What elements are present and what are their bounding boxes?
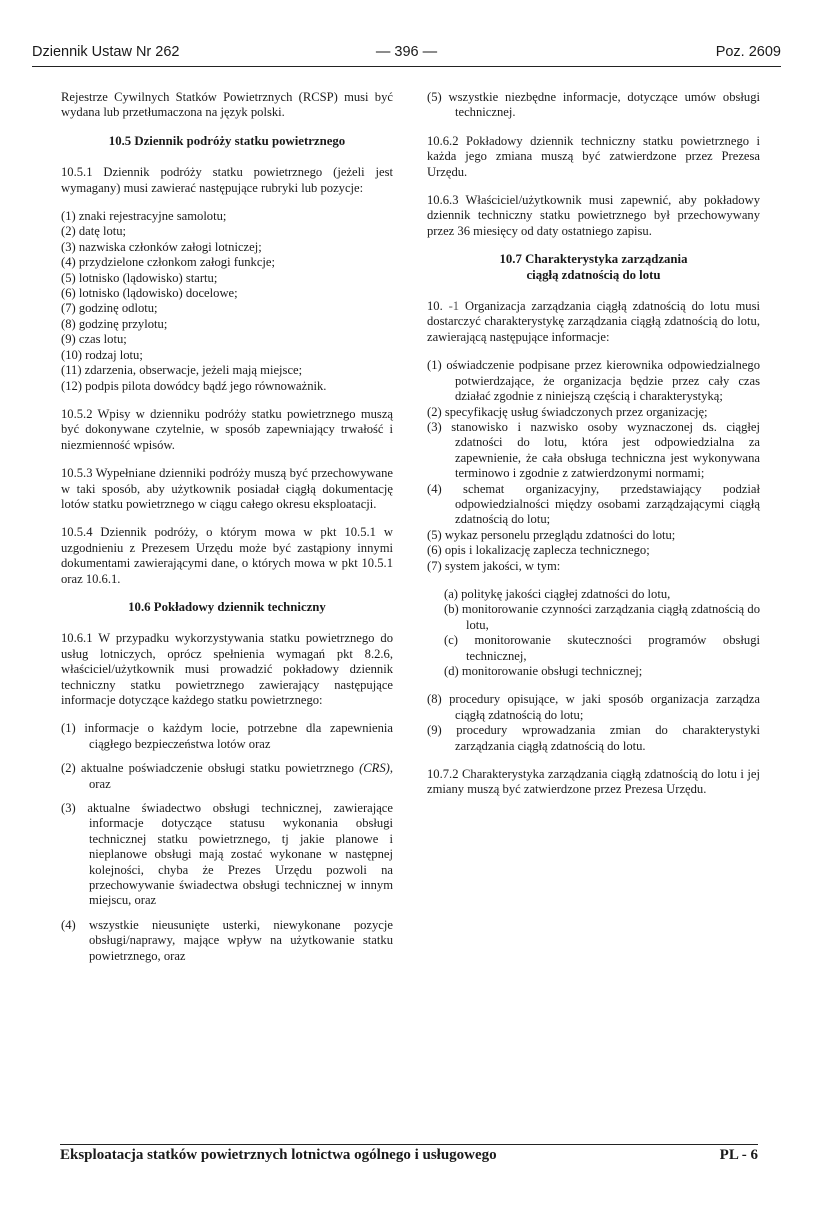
list-item: (6) lotnisko (lądowisko) docelowe;	[61, 286, 238, 301]
list-item: (1) informacje o każdym locie, potrzebne dla zapewnienia ciągłego bezpieczeństwa lotów oraz	[61, 721, 393, 751]
list-item: (4) przydzielone członkom załogi funkcje;	[61, 255, 276, 270]
list-item: (1) oświadczenie podpisane przez kierownika odpowiedzialnego potwierdzające, że organizacja będzie przez cały czas działać zgodnie z niniejszą częścią i charakterystyką;	[427, 358, 760, 404]
paragraph-10-6-3: 10.6.3 Właściciel/użytkownik musi zapewnić, aby pokładowy dziennik techniczny statku powietrznego był przechowywany przez 36 miesięcy od daty ostatniego zapisu.	[427, 193, 760, 238]
header-divider	[32, 66, 781, 67]
footer-title: Eksploatacja statków powietrznych lotnictwa ogólnego i usługowego	[60, 1147, 497, 1163]
list-item: (1) znaki rejestracyjne samolotu;	[61, 209, 227, 224]
list-item: (d) monitorowanie obsługi technicznej;	[444, 664, 643, 678]
list-item: (5) lotnisko (lądowisko) startu;	[61, 270, 218, 285]
list-item: (6) opis i lokalizację zaplecza technicznego;	[427, 543, 650, 558]
list-item: (b) monitorowanie czynności zarządzania ciągłą zdatnością do lotu,	[444, 602, 760, 632]
list-item	[61, 761, 393, 792]
paragraph-text: Organizacja zarządzania ciągłą zdatnością do lotu musi dostarczyć charakterystykę zarządzania ciągłą zdatnością do lotu, zawierającą następujące informacje:	[427, 299, 760, 344]
list-item: (9) procedury wprowadzania zmian do charakterystyki zarządzania ciągłą zdatnością do lotu.	[427, 723, 760, 753]
paragraph-10-5-3: 10.5.3 Wypełniane dzienniki podróży muszą być przechowywane w taki sposób, aby użytkownik posiadał ciągłą dokumentację lotów statku powietrznego w ciągu całego okresu eksploatacji.	[61, 466, 393, 511]
list-item: (7) system jakości, w tym:	[427, 558, 561, 573]
list-item: (4) wszystkie nieusunięte usterki, niewykonane pozycje obsługi/naprawy, mające wpływ na użytkowanie statku powietrznego, oraz	[61, 917, 393, 963]
position-number: Poz. 2609	[715, 44, 781, 60]
section-heading-10-6: 10.6 Pokładowy dziennik techniczny	[128, 599, 326, 614]
heading-line: ciągłą zdatnością do lotu	[526, 267, 661, 282]
list-10-6-1	[61, 721, 393, 964]
list-item: (a) politykę jakości ciągłej zdatności do lotu,	[444, 586, 671, 601]
right-column	[427, 90, 760, 811]
list-item: (7) godzinę odlotu;	[61, 301, 158, 316]
page-number: — 396 —	[375, 44, 438, 60]
heading-line: 10.7 Charakterystyka zarządzania	[499, 252, 688, 267]
paragraph-10-7-2: 10.7.2 Charakterystyka zarządzania ciągłą zdatnością do lotu i jej zmiany muszą być zatwierdzone przez Prezesa Urzędu.	[427, 767, 760, 797]
list-item-text: (2) aktualne poświadczenie obsługi statku powietrznego	[61, 761, 360, 776]
list-quality-system	[444, 587, 760, 679]
list-item-text: , oraz	[89, 761, 393, 791]
paragraph-10-6-2: 10.6.2 Pokładowy dziennik techniczny statku powietrznego i każda jego zmiana muszą być zatwierdzone przez Prezesa Urzędu.	[427, 133, 760, 179]
list-item: (2) specyfikację usług świadczonych przez organizację;	[427, 404, 708, 419]
list-item: (11) zdarzenia, obserwacje, jeżeli mają miejsce;	[61, 363, 303, 378]
list-item: (3) aktualne świadectwo obsługi technicznej, zawierające informacje dotyczące statusu wykonania obsługi technicznej statku powietrznego, tj jakie planowe i nieplanowe obsługi mają zostać wykonane w następnej kolejności, chyba że Prezes Urzędu pozwoli na przechowywanie świadectwa obsługi technicznej w innym miejscu, oraz	[61, 801, 393, 908]
paragraph-10-5-4: 10.5.4 Dziennik podróży, o którym mowa w pkt 10.5.1 w uzgodnieniu z Prezesem Urzędu może być zastąpiony innymi dokumentami zawierającymi dane, o których mowa w pkt 10.5.1 oraz 10.6.1.	[61, 525, 393, 586]
list-item: (9) czas lotu;	[61, 332, 127, 347]
list-item: (8) procedury opisujące, w jaki sposób organizacja zarządza ciągłą zdatnością do lotu;	[427, 692, 760, 722]
paragraph-10-7-1	[427, 299, 760, 345]
page-header	[32, 44, 781, 66]
list-item: (5) wykaz personelu przeglądu zdatności do lotu;	[427, 527, 676, 542]
list-10-5-1	[61, 209, 393, 394]
list-item: (5) wszystkie niezbędne informacje, dotyczące umów obsługi technicznej.	[427, 90, 760, 120]
paragraph-10-5-2: 10.5.2 Wpisy w dzienniku podróży statku powietrznego muszą być dokonywane czytelnie, w sposób zapewniający trwałość i niezmienność wpisów.	[61, 406, 393, 452]
list-item: (4) schemat organizacyjny, przedstawiający podział odpowiedzialności między osobami zarządzającymi ciągłą zdatnością do lotu;	[427, 481, 760, 527]
journal-name: Dziennik Ustaw Nr 262	[32, 44, 180, 60]
section-heading-10-7	[427, 252, 760, 283]
intro-paragraph: Rejestrze Cywilnych Statków Powietrznych (RCSP) musi być wydana lub przetłumaczona na język polski.	[61, 90, 393, 120]
list-item: (10) rodzaj lotu;	[61, 347, 143, 362]
list-10-7-1	[427, 358, 760, 574]
paragraph-number: 10.	[427, 299, 443, 314]
list-item: (3) nazwiska członków załogi lotniczej;	[61, 239, 262, 254]
scan-artifact-mark: -1	[448, 299, 460, 314]
paragraph-10-5-1: 10.5.1 Dziennik podróży statku powietrznego (jeżeli jest wymagany) musi zawierać następujące rubryki lub pozycje:	[61, 165, 393, 195]
list-item: (8) godzinę przylotu;	[61, 316, 168, 331]
footer-divider	[60, 1144, 758, 1145]
list-10-7-1-continued	[427, 692, 760, 754]
list-item: (c) monitorowanie skuteczności programów obsługi technicznej,	[444, 633, 760, 663]
list-item: (3) stanowisko i nazwisko osoby wyznaczonej ds. ciągłej zdatności do lotu, która jest odpowiedzialna za zapewnienie, że cała obsługa techniczna jest wykonywana terminowo i zgodnie z zatwierdzonymi normami;	[427, 419, 760, 481]
left-column	[61, 90, 393, 977]
list-item: (2) datę lotu;	[61, 224, 127, 239]
section-heading-10-5: 10.5 Dziennik podróży statku powietrznego	[108, 133, 346, 148]
footer-page-number: PL - 6	[719, 1147, 758, 1163]
list-10-6-1-continued	[427, 90, 760, 121]
crs-abbreviation: (CRS)	[359, 761, 390, 776]
paragraph-10-6-1: 10.6.1 W przypadku wykorzystywania statku powietrznego do usług lotniczych, oprócz spełnienia wymagań pkt 8.2.6, właściciel/użytkownik musi prowadzić pokładowy dziennik techniczny statku powietrznego zawierający następujące informacje dotyczące każdego statku powietrznego:	[61, 631, 393, 707]
list-item: (12) podpis pilota dowódcy bądź jego równoważnik.	[61, 378, 327, 393]
